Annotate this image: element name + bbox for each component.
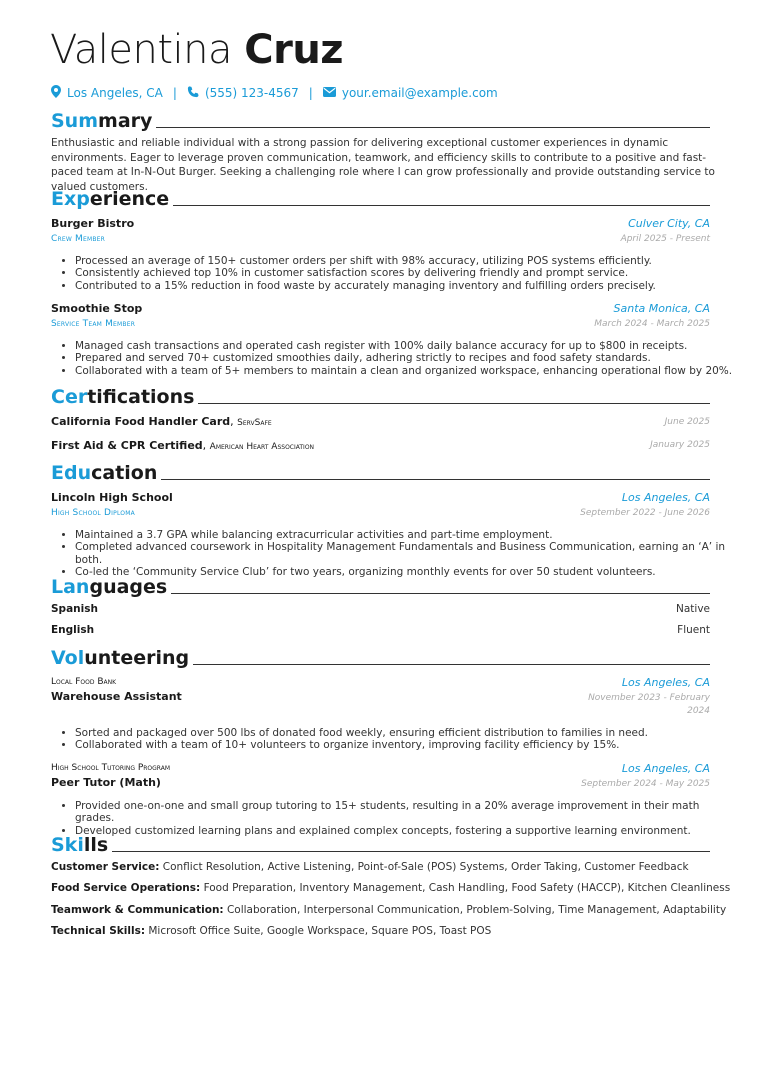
section-rule [198,403,710,404]
cert-name: First Aid & CPR Certified [51,439,203,452]
cert-name: California Food Handler Card [51,415,231,428]
section-education [51,460,710,484]
separator: | [308,86,313,100]
section-title: Experience [51,188,170,210]
section-rule [171,593,710,594]
last-name: Cruz [244,27,344,73]
job-dates: April 2025 - Present [620,234,710,244]
section-title: Certifications [51,386,195,408]
cert-item: First Aid & CPR Certified, American Heart Association [51,439,315,452]
language-name: Spanish [51,603,98,615]
skill-value: Food Preparation, Inventory Management, Cash Handling, Food Safety (HACCP), Kitchen Cleanliness [203,882,731,894]
section-languages [51,574,710,598]
job-bullets [51,255,740,292]
language-level: Native [676,603,710,615]
list-item: • Maintained a 3.7 GPA while balancing extracurricular activities and part-time employment. [75,529,740,541]
list-item: • Prepared and served 70+ customized smoothies daily, adhering strictly to recipes and food safety standards. [75,352,740,364]
section-title: Skills [51,834,109,856]
list-item: • Co-led the ‘Community Service Club’ for two years, organizing monthly events for over 50 student volunteers. [75,566,740,578]
cert-date: January 2025 [650,440,710,450]
section-title: Education [51,462,158,484]
section-title: Summary [51,110,153,132]
education-bullets [51,529,740,579]
section-title: Languages [51,576,168,598]
list-item: • Managed cash transactions and operated cash register with 100% daily balance accuracy for up to $800 in receipts. [75,340,740,352]
skill-row [51,904,726,916]
summary-text: Enthusiastic and reliable individual with a strong passion for delivering exceptional customer experiences in dynamic environments. Eager to leverage proven communication, teamwork, and efficiency skills to contribute to a positive and fast-paced team at In-N-Out Burger. Seeking a challenging role where I can grow professionally and provide outstanding service to valued customers. [51,137,715,193]
degree: High School Diploma [51,508,135,518]
skill-row [51,925,491,937]
section-rule [112,851,710,852]
skill-row [51,882,730,894]
language-level: Fluent [677,624,710,636]
volunteer-role: Warehouse Assistant [51,690,182,703]
school-location: Los Angeles, CA [621,491,710,504]
list-item: • Provided one-on-one and small group tutoring to 15+ students, resulting in a 20% average improvement in their math grades. [75,800,740,825]
job-company: Burger Bistro [51,217,135,230]
list-item: • Collaborated with a team of 5+ members to maintain a clean and organized workspace, enhancing operational flow by 20%. [75,365,740,377]
volunteer-dates: September 2024 - May 2025 [581,779,710,789]
volunteer-org: High School Tutoring Program [51,763,171,773]
job-dates: March 2024 - March 2025 [594,319,710,329]
volunteer-bullets [51,727,740,752]
section-rule [193,664,710,665]
cert-item: California Food Handler Card, ServSafe [51,415,272,428]
first-name: Valentina [50,27,233,73]
section-certifications [51,384,710,408]
volunteer-role: Peer Tutor (Math) [51,776,161,789]
candidate-name [50,26,343,74]
phone-icon [187,86,199,101]
section-rule [156,127,710,128]
skill-label: Food Service Operations: [51,882,201,894]
cert-date: June 2025 [664,417,710,427]
list-item: • Developed customized learning plans and explained complex concepts, fostering a supportive learning environment. [75,825,740,837]
volunteer-location: Los Angeles, CA [621,676,710,689]
section-volunteering [51,645,710,669]
section-experience [51,186,710,210]
location-text: Los Angeles, CA [67,86,163,100]
job-bullets [51,340,740,377]
volunteer-dates-cont: 2024 [687,706,710,716]
volunteer-org: Local Food Bank [51,677,117,687]
skill-label: Customer Service: [51,861,160,873]
section-skills [51,832,710,856]
map-pin-icon [51,85,61,101]
job-company: Smoothie Stop [51,302,143,315]
list-item: • Contributed to a 15% reduction in food waste by accurately managing inventory and fulfilling orders precisely. [75,280,740,292]
section-rule [173,205,710,206]
list-item: • Completed advanced coursework in Hospitality Management Fundamentals and Business Communication, earning an ‘A’ in both. [75,541,740,566]
section-summary [51,108,710,132]
skill-value: Microsoft Office Suite, Google Workspace, Square POS, Toast POS [148,925,492,937]
job-location: Santa Monica, CA [613,302,710,315]
language-name: English [51,624,95,636]
cert-issuer: ServSafe [237,418,272,428]
school-name: Lincoln High School [51,491,173,504]
list-item: • Collaborated with a team of 10+ volunteers to organize inventory, improving facility efficiency by 15%. [75,739,740,751]
separator: | [172,86,177,100]
list-item: • Sorted and packaged over 500 lbs of donated food weekly, ensuring efficient distribution to families in need. [75,727,740,739]
section-title: Volunteering [51,647,190,669]
skill-row [51,861,689,873]
cert-issuer: American Heart Association [209,442,315,452]
skill-label: Technical Skills: [51,925,146,937]
volunteer-dates: November 2023 - February [588,693,710,703]
skill-value: Collaboration, Interpersonal Communication, Problem-Solving, Time Management, Adaptability [226,904,727,916]
job-role: Service Team Member [51,319,136,329]
list-item: • Processed an average of 150+ customer orders per shift with 98% accuracy, utilizing POS systems efficiently. [75,255,740,267]
phone-text: (555) 123-4567 [204,86,299,100]
volunteer-location: Los Angeles, CA [621,762,710,775]
skill-label: Teamwork & Communication: [51,904,224,916]
skill-value: Conflict Resolution, Active Listening, Point-of-Sale (POS) Systems, Order Taking, Customer Feedback [162,861,689,873]
envelope-icon [323,86,336,100]
job-role: Crew Member [51,234,106,244]
contact-line [51,85,498,101]
section-rule [161,479,710,480]
email-link[interactable]: your.email@example.com [341,86,498,100]
job-location: Culver City, CA [628,217,710,230]
list-item: • Consistently achieved top 10% in customer satisfaction scores by delivering friendly and prompt service. [75,267,740,279]
education-dates: September 2022 - June 2026 [580,508,710,518]
